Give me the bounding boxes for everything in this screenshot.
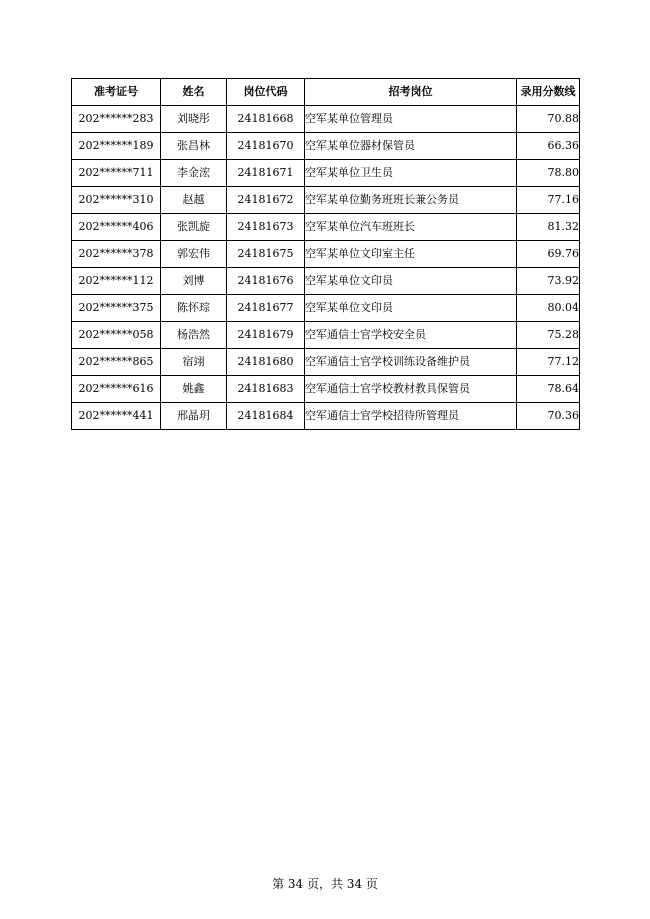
- cell-exam-id: 202******616: [72, 376, 161, 403]
- header-post-code: 岗位代码: [227, 79, 305, 106]
- table-row: [72, 376, 580, 403]
- cell-post-code: 24181670: [227, 133, 305, 160]
- cell-post-code: 24181675: [227, 241, 305, 268]
- cell-exam-id: 202******283: [72, 106, 161, 133]
- table-row: [72, 295, 580, 322]
- cell-post-code: 24181671: [227, 160, 305, 187]
- cell-score: 69.76: [517, 241, 580, 268]
- cell-post-code: 24181668: [227, 106, 305, 133]
- cell-name: 姚鑫: [161, 376, 227, 403]
- table-row: [72, 160, 580, 187]
- cell-post: 空军通信士官学校安全员: [305, 322, 517, 349]
- cell-post: 空军某单位汽车班班长: [305, 214, 517, 241]
- cell-exam-id: 202******189: [72, 133, 161, 160]
- cell-exam-id: 202******711: [72, 160, 161, 187]
- cell-exam-id: 202******378: [72, 241, 161, 268]
- cell-post-code: 24181683: [227, 376, 305, 403]
- cell-post-code: 24181679: [227, 322, 305, 349]
- cell-score: 78.64: [517, 376, 580, 403]
- cell-post: 空军通信士官学校训练设备维护员: [305, 349, 517, 376]
- cell-post-code: 24181680: [227, 349, 305, 376]
- cell-name: 陈怀琮: [161, 295, 227, 322]
- cell-post: 空军通信士官学校教材教具保管员: [305, 376, 517, 403]
- table-body: [72, 106, 580, 430]
- table-row: [72, 322, 580, 349]
- cell-exam-id: 202******058: [72, 322, 161, 349]
- table-row: [72, 241, 580, 268]
- table-row: [72, 187, 580, 214]
- cell-post: 空军某单位勤务班班长兼公务员: [305, 187, 517, 214]
- table-row: [72, 403, 580, 430]
- cell-score: 75.28: [517, 322, 580, 349]
- cell-post: 空军某单位卫生员: [305, 160, 517, 187]
- cell-post: 空军某单位文印员: [305, 295, 517, 322]
- cell-name: 张昌林: [161, 133, 227, 160]
- results-table: [71, 78, 580, 430]
- cell-score: 66.36: [517, 133, 580, 160]
- cell-score: 73.92: [517, 268, 580, 295]
- cell-post: 空军某单位文印室主任: [305, 241, 517, 268]
- cell-name: 刘晓彤: [161, 106, 227, 133]
- table-header-row: [72, 79, 580, 106]
- cell-exam-id: 202******375: [72, 295, 161, 322]
- header-score: 录用分数线: [517, 79, 580, 106]
- cell-exam-id: 202******865: [72, 349, 161, 376]
- cell-name: 张凯旋: [161, 214, 227, 241]
- page-footer: [0, 876, 650, 892]
- cell-score: 81.32: [517, 214, 580, 241]
- cell-score: 70.36: [517, 403, 580, 430]
- cell-exam-id: 202******441: [72, 403, 161, 430]
- cell-post: 空军通信士官学校招待所管理员: [305, 403, 517, 430]
- cell-post: 空军某单位管理员: [305, 106, 517, 133]
- cell-score: 77.16: [517, 187, 580, 214]
- table-row: [72, 349, 580, 376]
- header-post: 招考岗位: [305, 79, 517, 106]
- table-row: [72, 106, 580, 133]
- cell-name: 宿翊: [161, 349, 227, 376]
- table-row: [72, 214, 580, 241]
- cell-post-code: 24181676: [227, 268, 305, 295]
- cell-name: 赵越: [161, 187, 227, 214]
- table-row: [72, 133, 580, 160]
- cell-name: 李金浤: [161, 160, 227, 187]
- cell-name: 郭宏伟: [161, 241, 227, 268]
- header-name: 姓名: [161, 79, 227, 106]
- cell-post: 空军某单位器材保管员: [305, 133, 517, 160]
- cell-score: 80.04: [517, 295, 580, 322]
- cell-name: 邢晶玥: [161, 403, 227, 430]
- cell-exam-id: 202******310: [72, 187, 161, 214]
- cell-exam-id: 202******112: [72, 268, 161, 295]
- cell-post-code: 24181672: [227, 187, 305, 214]
- page-number: 第 34 页，共 34 页: [272, 877, 378, 891]
- cell-score: 78.80: [517, 160, 580, 187]
- cell-name: 刘博: [161, 268, 227, 295]
- cell-post-code: 24181684: [227, 403, 305, 430]
- cell-post-code: 24181677: [227, 295, 305, 322]
- header-exam-id: 准考证号: [72, 79, 161, 106]
- cell-post: 空军某单位文印员: [305, 268, 517, 295]
- cell-score: 70.88: [517, 106, 580, 133]
- cell-exam-id: 202******406: [72, 214, 161, 241]
- cell-post-code: 24181673: [227, 214, 305, 241]
- cell-name: 杨浩然: [161, 322, 227, 349]
- table-row: [72, 268, 580, 295]
- cell-score: 77.12: [517, 349, 580, 376]
